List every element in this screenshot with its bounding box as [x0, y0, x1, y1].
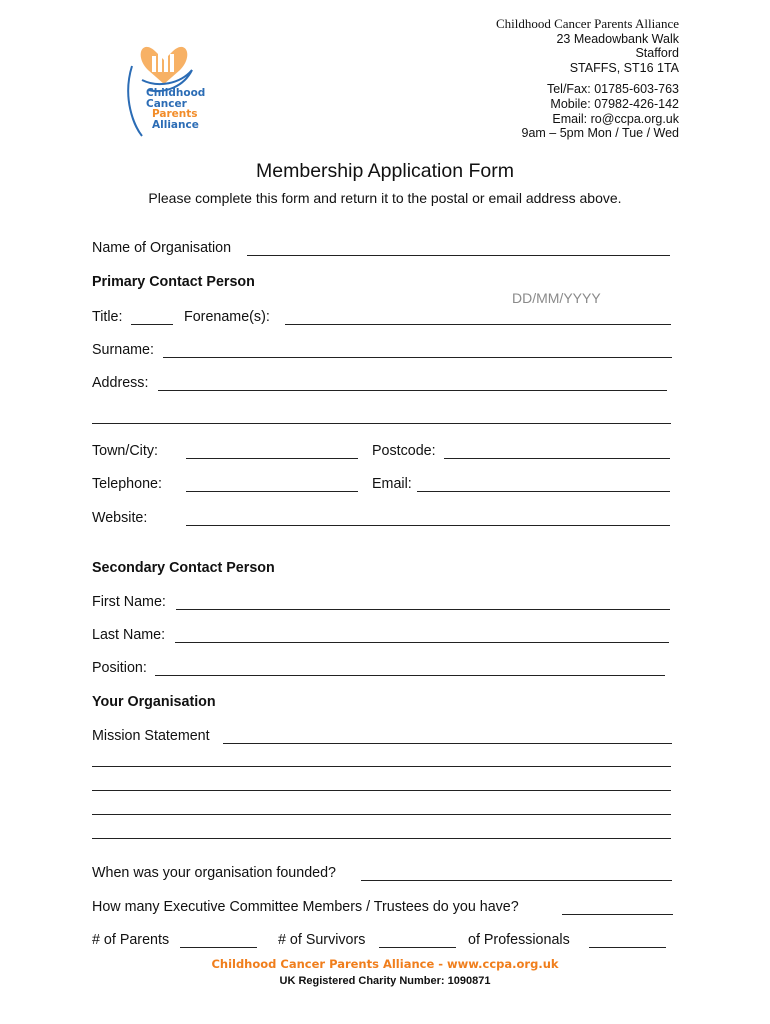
parents-label: # of Parents	[92, 932, 170, 948]
logo-line-cancer: Cancer	[146, 97, 187, 110]
committee-field[interactable]	[562, 914, 673, 915]
first-name-field[interactable]	[176, 609, 670, 610]
address-field-2[interactable]	[92, 423, 671, 424]
org-name: Childhood Cancer Parents Alliance	[495, 16, 679, 31]
email-contact: Email: ro@ccpa.org.uk	[552, 111, 679, 126]
footer-org-website: Childhood Cancer Parents Alliance - www.ccpa.org.uk	[211, 957, 559, 971]
form-title: Membership Application Form	[256, 160, 514, 182]
mission-field-4[interactable]	[92, 814, 671, 815]
secondary-contact-heading: Secondary Contact Person	[92, 560, 275, 576]
title-field[interactable]	[131, 324, 173, 325]
professionals-field[interactable]	[589, 947, 666, 948]
logo-line-alliance: Alliance	[152, 118, 199, 131]
address-block	[496, 17, 679, 141]
parents-field[interactable]	[180, 947, 257, 948]
website-label: Website:	[92, 510, 148, 526]
mission-field-5[interactable]	[92, 838, 671, 839]
surname-field[interactable]	[163, 357, 672, 358]
professionals-label: of Professionals	[468, 932, 570, 948]
last-name-label: Last Name:	[92, 627, 166, 643]
postcode-field[interactable]	[444, 458, 670, 459]
committee-label: How many Executive Committee Members / Trustees do you have?	[92, 899, 519, 915]
survivors-field[interactable]	[379, 947, 456, 948]
surname-label: Surname:	[92, 342, 154, 358]
website-field[interactable]	[186, 525, 670, 526]
town-field[interactable]	[186, 458, 358, 459]
address-label: Address:	[92, 375, 149, 391]
footer-charity-number: UK Registered Charity Number: 1090871	[279, 975, 491, 987]
telephone-label: Telephone:	[92, 476, 162, 492]
forenames-field[interactable]	[285, 324, 671, 325]
address-line-3: STAFFS, ST16 1TA	[569, 60, 679, 75]
founded-label: When was your organisation founded?	[92, 865, 336, 881]
address-line-1: 23 Meadowbank Walk	[556, 31, 679, 46]
email-label: Email:	[372, 476, 412, 492]
position-label: Position:	[92, 660, 147, 676]
address-line-2: Stafford	[635, 46, 679, 61]
logo-line-parents: Parents	[152, 108, 198, 120]
last-name-field[interactable]	[175, 642, 669, 643]
position-field[interactable]	[155, 675, 665, 676]
mission-field-1[interactable]	[223, 743, 672, 744]
address-field-1[interactable]	[158, 390, 667, 391]
primary-contact-heading: Primary Contact Person	[92, 274, 255, 290]
mission-field-3[interactable]	[92, 790, 671, 791]
title-label: Title:	[92, 309, 123, 325]
org-name-row	[92, 240, 231, 256]
founded-field[interactable]	[361, 880, 672, 881]
telephone-field[interactable]	[186, 491, 358, 492]
form-subtitle: Please complete this form and return it to the postal or email address above.	[148, 190, 622, 206]
mission-field-2[interactable]	[92, 766, 671, 767]
forenames-label: Forename(s):	[184, 309, 270, 325]
office-hours: 9am – 5pm Mon / Tue / Wed	[521, 126, 679, 141]
email-field[interactable]	[417, 491, 670, 492]
org-name-label: Name of Organisation	[92, 240, 232, 256]
survivors-label: # of Survivors	[278, 932, 366, 948]
org-name-field[interactable]	[247, 255, 670, 256]
logo-line-childhood: Childhood	[146, 87, 206, 99]
mission-label: Mission Statement	[92, 728, 210, 744]
town-label: Town/City:	[92, 443, 158, 459]
mobile: Mobile: 07982-426-142	[550, 96, 679, 111]
your-organisation-heading: Your Organisation	[92, 694, 216, 710]
date-placeholder: DD/MM/YYYY	[512, 290, 601, 306]
first-name-label: First Name:	[92, 594, 166, 610]
ccpa-logo	[118, 18, 208, 140]
tel-fax: Tel/Fax: 01785-603-763	[546, 82, 679, 97]
postcode-label: Postcode:	[372, 443, 436, 459]
